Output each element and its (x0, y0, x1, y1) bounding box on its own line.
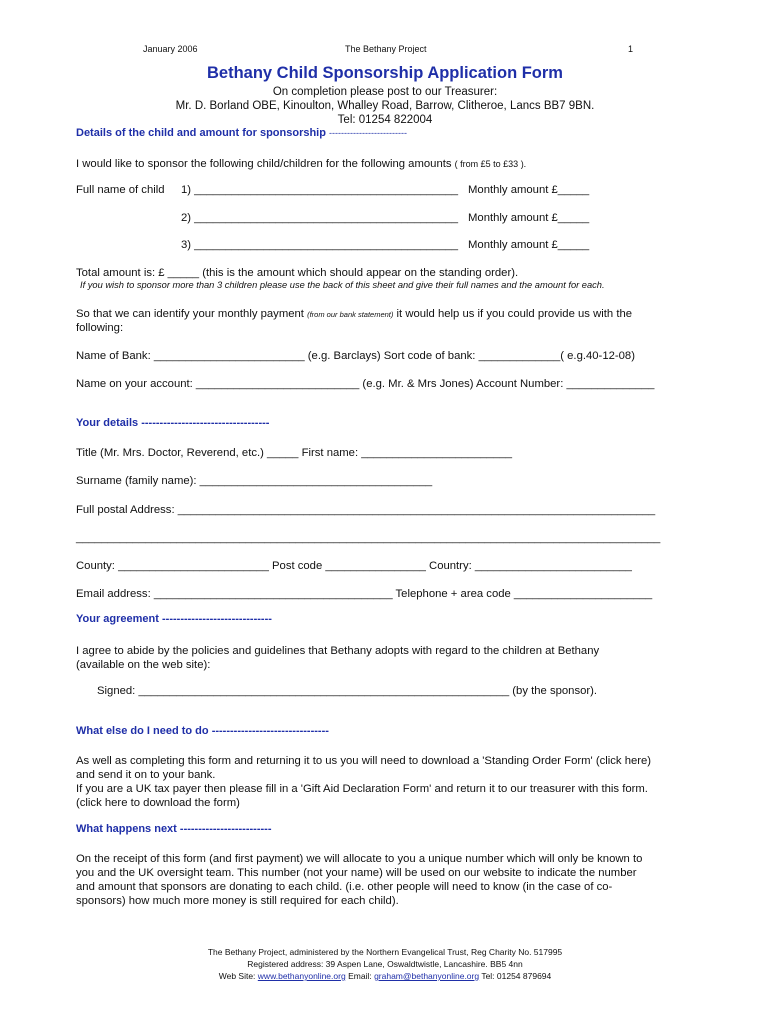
footer-contact (0, 971, 770, 981)
section-agreement-title: Your agreement (76, 613, 159, 625)
standing-order-text[interactable]: As well as completing this form and returning it to us you will need to download a 'Standing Order Form' (click here) (76, 755, 652, 767)
total-amount-field[interactable]: Total amount is: £ _____ (this is the amount which should appear on the standing order). (76, 267, 519, 279)
bank-intro (76, 307, 632, 322)
section-agreement-dashes: ------------------------------ (162, 613, 272, 625)
more-children-note: If you wish to sponsor more than 3 children please use the back of this sheet and give their full names and the amount for each. (80, 280, 605, 290)
sponsor-intro-text: I would like to sponsor the following child/children for the following amounts (76, 158, 452, 170)
monthly-amount-field-2[interactable]: Monthly amount £_____ (468, 212, 590, 224)
monthly-amount-field-3[interactable]: Monthly amount £_____ (468, 239, 590, 251)
surname-field[interactable]: Surname (family name): _____________________________________ (76, 475, 433, 487)
footer-web-label: Web Site: (218, 971, 256, 981)
section-what-happens-next (76, 823, 271, 835)
section-what-else (76, 725, 329, 737)
postal-address-field[interactable]: Full postal Address: ____________________________________________________________________________ (76, 504, 656, 516)
footer-email-label: Email: (348, 971, 372, 981)
email-telephone-field[interactable]: Email address: ______________________________________ Telephone + area code ______________________ (76, 588, 653, 600)
section-details-title: Your details (76, 417, 139, 429)
section-your-agreement (76, 613, 272, 625)
agreement-text-1: I agree to abide by the policies and guidelines that Bethany adopts with regard to the children at Bethany (76, 645, 600, 657)
happens-text-2: you and the UK oversight team. This number (not your name) will be used on our website to indicate the number (76, 867, 637, 879)
county-postcode-country-field[interactable]: County: ________________________ Post code ________________ Country: _________________________ (76, 560, 632, 572)
monthly-amount-field-1[interactable]: Monthly amount £_____ (468, 184, 590, 196)
full-name-label: Full name of child (76, 184, 165, 196)
bank-intro-following: following: (76, 322, 124, 334)
bank-name-sort-field[interactable]: Name of Bank: ________________________ (e.g. Barclays) Sort code of bank: _____________( e.g.40-12-08) (76, 350, 635, 362)
footer-address: Registered address: 39 Aspen Lane, Oswaldtwistle, Lancashire. BB5 4nn (247, 959, 523, 969)
agreement-text-2: (available on the web site): (76, 659, 211, 671)
title-firstname-field[interactable]: Title (Mr. Mrs. Doctor, Reverend, etc.) _____ First name: ________________________ (76, 447, 513, 459)
child-name-field-1[interactable]: 1) __________________________________________ (181, 184, 459, 196)
signature-field[interactable]: Signed: ___________________________________________________________ (by the sponsor). (97, 685, 598, 697)
child-name-field-2[interactable]: 2) __________________________________________ (181, 212, 459, 224)
account-name-number-field[interactable]: Name on your account: __________________________ (e.g. Mr. & Mrs Jones) Account Number: ______________ (76, 378, 655, 390)
gift-aid-download-link[interactable]: (click here to download the form) (76, 797, 240, 809)
send-to-bank-text: and send it on to your bank. (76, 769, 216, 781)
happens-text-1: On the receipt of this form (and first payment) we will allocate to you a unique number which will only be known to (76, 853, 643, 865)
email-link[interactable]: graham@bethanyonline.org (374, 971, 480, 981)
bank-intro-b: it would help us if you could provide us with the (396, 308, 633, 320)
header-date: January 2006 (143, 44, 198, 54)
section-details-dashes: ----------------------------------- (141, 417, 270, 429)
bank-intro-a: So that we can identify your monthly payment (76, 308, 304, 320)
intro-address: Mr. D. Borland OBE, Kinoulton, Whalley Road, Barrow, Clitheroe, Lancs BB7 9BN. (175, 100, 595, 112)
happens-text-3: and amount that sponsors are donating to each child. (i.e. other people will need to know (in the case of co- (76, 881, 613, 893)
header-page-number: 1 (628, 44, 634, 54)
bank-intro-small: (from our bank statement) (307, 310, 394, 319)
sponsor-range: ( from £5 to £33 ). (454, 159, 527, 169)
sponsor-intro (76, 157, 526, 171)
intro-tel: Tel: 01254 822004 (337, 114, 433, 126)
section-your-details (76, 417, 269, 429)
postal-address-field-2[interactable]: _____________________________________________________________________________________________ (76, 532, 661, 544)
section-else-title: What else do I need to do (76, 725, 209, 737)
child-name-field-3[interactable]: 3) __________________________________________ (181, 239, 459, 251)
section-child-title: Details of the child and amount for sponsorship (76, 127, 326, 139)
happens-text-4: sponsors) how much more money is still required for each child). (76, 895, 399, 907)
section-child-dashes: -------------------------- (329, 128, 407, 138)
header-project: The Bethany Project (345, 44, 427, 54)
section-else-dashes: -------------------------------- (211, 725, 329, 737)
section-happens-dashes: ------------------------- (179, 823, 272, 835)
page-title: Bethany Child Sponsorship Application Form (207, 64, 563, 82)
gift-aid-text: If you are a UK tax payer then please fill in a 'Gift Aid Declaration Form' and return it to our treasurer with this form. (76, 783, 648, 795)
section-child-details (76, 127, 407, 139)
website-link[interactable]: www.bethanyonline.org (257, 971, 346, 981)
section-happens-title: What happens next (76, 823, 177, 835)
intro-line-1: On completion please post to our Treasurer: (272, 86, 498, 98)
footer-tel: Tel: 01254 879694 (481, 971, 552, 981)
footer-charity: The Bethany Project, administered by the Northern Evangelical Trust, Reg Charity No. 517995 (207, 947, 563, 957)
